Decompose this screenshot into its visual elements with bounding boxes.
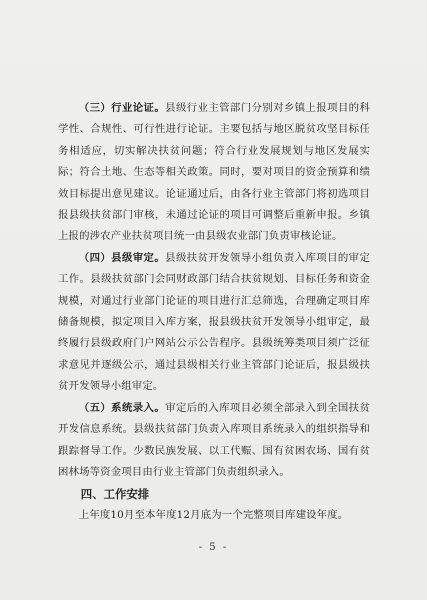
paragraph-lead: （五）系统录入。 [78,401,166,414]
paragraph-lead: （三）行业论证。 [78,102,166,114]
paragraph-closing: 上年度10月至本年度12月底为一个完整项目库建设年度。 [78,509,349,522]
document-body [58,98,370,527]
paragraph-lead: （四）县级审定。 [78,251,166,264]
section-heading: 四、工作安排 [80,487,150,502]
paragraph-industry-review [58,98,370,248]
paragraph-text: 县级扶贫开发领导小组负责入库项目的审定工作。县级扶贫部门会同财政部门结合扶贫规划、目标任务和资金规模，对通过行业部门论证的项目进行汇总筛选，合理确定项目库储备规模，拟定项目入库方案，报县级扶贫开发领导小组审定，最终履行县级政府门户网站公示公告程序。县级统筹类项目须广泛征求意见并逐级公示，通过县级相关行业主管部门论证后，报县级扶贫开发领导小组审定。 [58,251,370,393]
page-number: - 5 - [198,542,229,553]
paragraph-system-entry [58,398,370,484]
paragraph-text: 县级行业主管部门分别对乡镇上报项目的科学性、合规性、可行性进行论证。主要包括与地区脱贫攻坚目标任务相适应，切实解决扶贫问题；符合行业发展规划与地区发展实际；符合土地、生态等相关政策。同时，要对项目的资金预算和绩效目标提出意见建议。论证通过后，由各行业主管部门将初选项目报县级扶贫部门审核，未通过论证的项目可调整后重新申报。乡镇上报的涉农产业扶贫项目统一由县级农业部门负责审核论证。 [58,102,370,243]
paragraph-county-approval [58,248,370,398]
paragraph-text: 审定后的入库项目必须全部录入到全国扶贫开发信息系统。县级扶贫部门负责入库项目系统录入的组织指导和跟踪督导工作。少数民族发展、以工代赈、国有贫困农场、国有贫困林场等资金项目由行业主管部门负责组织录入。 [58,401,370,478]
